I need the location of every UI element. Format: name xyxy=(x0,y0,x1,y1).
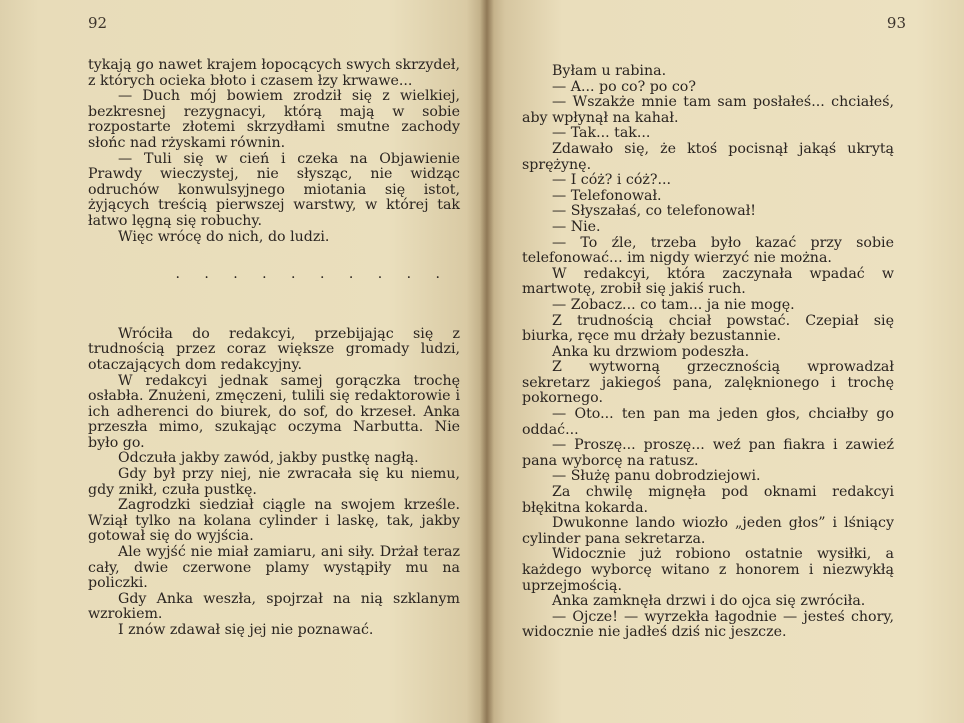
paragraph: Zagrodzki siedział ciągle na swojem krześle. Wziął tylko na kolana cylinder i laskę, tak, jakby gotował się do wyjścia. xyxy=(88,497,460,545)
right-page xyxy=(486,0,964,723)
paragraph: — To źle, trzeba było kazać przy sobie telefonować... im nigdy wierzyć nie można. xyxy=(522,234,894,267)
paragraph: W redakcyi jednak samej gorączka trochę osłabła. Znużeni, zmęczeni, tulili się redaktorowie i ich adherenci do biurek, do sof, do krzeseł. Anka przeszła mimo, szukając oczyma Narbutta. Nie było go. xyxy=(88,372,460,451)
paragraph: — I cóż? i cóż?... xyxy=(552,172,672,189)
paragraph: — Oto... ten pan ma jeden głos, chciałby go oddać... xyxy=(522,406,894,438)
paragraph: — Nie. xyxy=(552,218,601,235)
paragraph: Gdy był przy niej, nie zwracała się ku niemu, gdy znikł, czuła pustkę. xyxy=(88,466,460,498)
paragraph: Za chwilę mignęła pod oknami redakcyi błękitna kokarda. xyxy=(522,484,894,516)
paragraph: Więc wrócę do nich, do ludzi. xyxy=(118,228,330,245)
paragraph: Z trudnością chciał powstać. Czepiał się biurka, ręce mu drżały bezustannie. xyxy=(522,312,894,345)
paragraph: Anka zamknęła drzwi i do ojca się zwróciła. xyxy=(552,593,866,610)
paragraph: — Zobacz... co tam... ja nie mogę. xyxy=(552,296,795,313)
paragraph: — Służę panu dobrodziejowi. xyxy=(552,468,761,485)
paragraph: W redakcyi, która zaczynała wpadać w martwotę, zrobił się jakiś ruch. xyxy=(522,265,894,298)
paragraph: — Wszakże mnie tam sam posłałeś... chciałeś, aby wpłynął na kahał. xyxy=(522,94,894,126)
paragraph: — Ojcze! — wyrzekła łagodnie — jesteś chory, widocznie nie jadłeś dziś nic jeszcze. xyxy=(522,608,894,641)
paragraph: I znów zdawał się jej nie poznawać. xyxy=(118,622,374,638)
page-number-right: 93 xyxy=(886,14,906,32)
left-page-text xyxy=(88,58,460,639)
paragraph: — Duch mój bowiem zrodził się z wielkiej, bezkresnej rezygnacyi, którą mają w sobie rozpostarte złotemi skrzydłami smutne zachody słońc nad rżyskami równin. xyxy=(88,88,460,151)
paragraph: tykają go nawet krajem łopocących swych skrzydeł, z których ocieka błoto i czasem łzy krwawe... xyxy=(88,57,460,89)
page-number-left: 92 xyxy=(88,14,108,32)
paragraph: Dwukonne lando wiozło „jeden głos” i lśniący cylinder pana sekretarza. xyxy=(522,515,894,547)
section-separator: . . . . . . . . . . xyxy=(175,266,450,283)
paragraph: — Tak... tak... xyxy=(552,125,651,142)
paragraph: Wróciła do redakcyi, przebijając się z trudnością przez coraz większe gromady ludzi, otaczających dom redakcyjny. xyxy=(88,325,460,373)
paragraph: Byłam u rabina. xyxy=(552,63,667,79)
paragraph: Zdawało się, że ktoś pocisnął jakąś ukrytą sprężynę. xyxy=(522,140,894,173)
right-page-text xyxy=(522,64,894,641)
paragraph: Ale wyjść nie miał zamiaru, ani siły. Drżał teraz cały, dwie czerwone plamy wystąpiły mu na policzki. xyxy=(88,544,460,592)
paragraph: — Proszę... proszę... weź pan fiakra i zawieź pana wyborcę na ratusz. xyxy=(522,437,894,469)
paragraph: Gdy Anka weszła, spojrzał na nią szklanym wzrokiem. xyxy=(88,590,460,623)
paragraph: — Słyszałaś, co telefonował! xyxy=(552,203,757,220)
paragraph: — A... po co? po co? xyxy=(552,78,696,95)
paragraph: Z wytworną grzecznością wprowadzał sekretarz jakiegoś pana, zalęknionego i trochę pokornego. xyxy=(522,359,894,407)
paragraph: Widocznie już robiono ostatnie wysiłki, a każdego wyborcę witano z honorem i niezwykłą uprzejmością. xyxy=(522,546,894,594)
paragraph: — Tuli się w cień i czeka na Objawienie Prawdy wieczystej, nie słysząc, nie widząc odruchów konwulsyjnego miotania się istot, żyjących treścią pierwszej warstwy, w której tak łatwo lęgną się robuchy. xyxy=(88,150,460,229)
paragraph: Odczuła jakby zawód, jakby pustkę nagłą. xyxy=(118,450,419,467)
paragraph: — Telefonował. xyxy=(552,187,662,204)
paragraph: Anka ku drzwiom podeszła. xyxy=(552,343,750,360)
